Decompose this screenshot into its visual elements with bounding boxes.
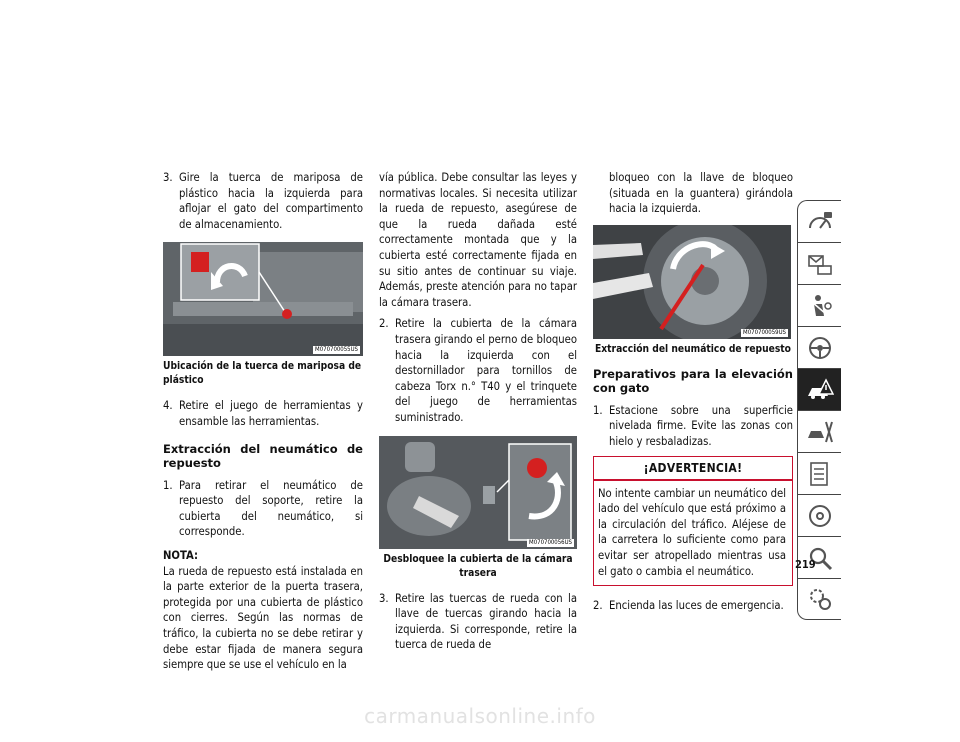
step-number: 1. bbox=[163, 478, 173, 492]
warning-box bbox=[593, 456, 793, 587]
seatbelt-occupant-icon bbox=[806, 292, 834, 320]
multimedia-disc-icon bbox=[806, 502, 834, 530]
chapter-tabs bbox=[797, 200, 841, 620]
continued-text: bloqueo con la llave de bloqueo (situada en la guantera) girándola hacia la izquierda. bbox=[609, 171, 793, 216]
watermark-text: carmanualsonline.info bbox=[364, 704, 596, 728]
step-2-remove-camera-cover bbox=[379, 316, 577, 425]
step-number: 4. bbox=[163, 399, 173, 413]
step-text: Estacione sobre una superficie nivelada firme. Evite las zonas con hielo y resbaladizas. bbox=[609, 403, 793, 448]
figure-wing-nut-location bbox=[163, 242, 363, 356]
step-3-remove-lug-nuts bbox=[379, 591, 577, 653]
column-middle bbox=[379, 170, 577, 659]
camera-cover-photo bbox=[379, 436, 577, 549]
dashboard-envelope-icon bbox=[806, 250, 834, 278]
tab-customer-assistance[interactable] bbox=[797, 578, 841, 620]
step-text: Gire la tuerca de mariposa de plástico hacia la izquierda para aflojar el gato del compartimento de almacenamiento. bbox=[179, 171, 363, 231]
instrument-gauge-icon bbox=[806, 208, 834, 236]
tab-in-case-of-emergency[interactable] bbox=[797, 368, 841, 410]
tab-safety[interactable] bbox=[797, 284, 841, 326]
language-gear-icon bbox=[806, 585, 834, 613]
figure-code: M070700059US bbox=[743, 328, 786, 336]
note-text: La rueda de repuesto está instalada en la parte exterior de la puerta trasera, protegida por una cubierta de plástico con cierres. Según las normas de tráfico, la cubierta no se debe retirar y debe estar fijada de manera segura siempre que se use el vehículo en la bbox=[163, 564, 363, 672]
step-number: 3. bbox=[163, 171, 173, 184]
step-3-loosen-wing-nut bbox=[163, 170, 363, 232]
spare-tire-photo bbox=[593, 225, 791, 339]
tab-starting-operating[interactable] bbox=[797, 326, 841, 368]
step-number: 3. bbox=[379, 591, 389, 605]
page-number: 219 bbox=[795, 558, 816, 571]
tab-getting-to-know-vehicle[interactable] bbox=[797, 200, 841, 242]
emergency-triangle-car-icon bbox=[806, 376, 834, 404]
step-number: 2. bbox=[593, 599, 603, 613]
warning-text: No intente cambiar un neumático del lado del vehículo que está próximo a la circulación del tráfico. Aléjese de la carretera lo suficiente como para evitar ser atropellado mientras usa el gato o cambia el neumático. bbox=[598, 486, 786, 578]
figure-caption: Extracción del neumático de repuesto bbox=[595, 343, 791, 355]
tab-instrument-panel[interactable] bbox=[797, 242, 841, 284]
steering-wheel-icon bbox=[806, 334, 834, 362]
step-text: Retire la cubierta de la cámara trasera girando el perno de bloqueo hacia la izquierda con el destornillador para tornillos de cabeza Torx n.° T40 y el trinquete del juego de herramientas suministrado. bbox=[395, 317, 577, 424]
step-number: 2. bbox=[379, 317, 389, 331]
tab-servicing-maintenance[interactable] bbox=[797, 410, 841, 452]
step-text: Para retirar el neumático de repuesto del soporte, retire la cubierta del neumático, si corresponde. bbox=[179, 478, 363, 539]
tab-technical-specifications[interactable] bbox=[797, 452, 841, 494]
section-heading-jacking-prep: Preparativos para la elevación con gato bbox=[593, 366, 793, 395]
step-1-park-level bbox=[593, 403, 793, 450]
figure-code: M070700055US bbox=[315, 346, 358, 354]
step-2-hazard-lights bbox=[593, 598, 793, 614]
car-tools-icon bbox=[806, 418, 834, 446]
column-left bbox=[163, 170, 363, 673]
tab-index[interactable] bbox=[797, 536, 841, 578]
step-text: Retire el juego de herramientas y ensamble las herramientas. bbox=[179, 399, 363, 428]
step-1-remove-cover bbox=[163, 478, 363, 540]
step-4-tool-kit bbox=[163, 398, 363, 429]
step-number: 1. bbox=[593, 403, 603, 417]
continued-text: vía pública. Debe consultar las leyes y normativas locales. Si necesita utilizar la rueda de repuesto, asegúrese de que la rueda dañada esté correctamente montada que y la cubierta esté correctamente fijada en su sitio antes de continuar su viaje. Además, preste atención para no tapar la cámara trasera. bbox=[379, 171, 577, 309]
figure-code: M070700056US bbox=[529, 538, 572, 546]
figure-caption: Ubicación de la tuerca de mariposa de plástico bbox=[163, 361, 362, 387]
step-text: Retire las tuercas de rueda con la llave de tuercas girando hacia la izquierda. Si corresponde, retire la tuerca de rueda de bbox=[395, 591, 577, 652]
tab-multimedia[interactable] bbox=[797, 494, 841, 536]
wing-nut-photo bbox=[163, 242, 363, 356]
step-text: Encienda las luces de emergencia. bbox=[609, 599, 784, 613]
figure-spare-tire-removal bbox=[593, 225, 791, 339]
figure-camera-cover bbox=[379, 436, 577, 549]
warning-title: ¡ADVERTENCIA! bbox=[594, 457, 792, 481]
column-right bbox=[593, 170, 793, 620]
note-label: NOTA: bbox=[163, 548, 198, 562]
figure-caption: Desbloquee la cubierta de la cámara trasera bbox=[383, 553, 573, 579]
section-heading-spare-removal: Extracción del neumático de repuesto bbox=[163, 441, 363, 470]
specifications-list-icon bbox=[806, 460, 834, 488]
